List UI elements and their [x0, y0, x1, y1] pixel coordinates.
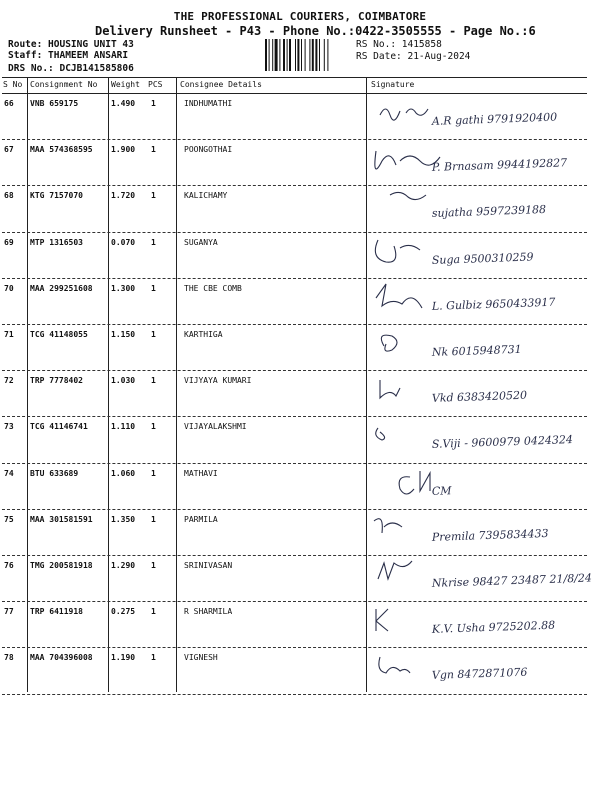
serial-number: 71	[4, 330, 14, 339]
table-row	[0, 99, 600, 145]
weight-value: 1.150	[111, 330, 136, 339]
signature-stroke	[375, 240, 420, 262]
row-separator	[2, 509, 587, 510]
barcode-bar	[265, 39, 267, 71]
row-separator	[2, 647, 587, 648]
handwritten-signature	[370, 234, 595, 284]
signature-stroke	[380, 380, 400, 398]
table-row	[0, 653, 600, 699]
rs-number: RS No.: 1415858	[356, 39, 442, 50]
barcode-bar	[275, 39, 278, 71]
pieces-count: 1	[151, 99, 156, 108]
row-separator	[2, 139, 587, 140]
consignee-name: VIJYAYA KUMARI	[184, 376, 252, 386]
handwritten-signature	[370, 465, 595, 515]
signature-stroke	[399, 471, 430, 494]
barcode	[265, 39, 350, 71]
pieces-count: 1	[151, 283, 156, 293]
serial-number: 72	[4, 376, 14, 386]
barcode-bar	[301, 39, 302, 71]
row-separator	[2, 463, 587, 464]
signature-text: Vgn 8472871076	[431, 665, 528, 683]
signature-text: P. Brnasam 9944192827	[431, 156, 568, 175]
weight-value: 1.300	[111, 283, 136, 293]
table-row	[0, 238, 600, 284]
consignee-name: INDHUMATHI	[184, 99, 233, 108]
barcode-bar	[289, 39, 291, 71]
serial-number: 76	[4, 561, 14, 570]
handwritten-signature	[370, 418, 595, 468]
pieces-count: 1	[151, 330, 156, 339]
serial-number: 75	[4, 514, 14, 524]
weight-value: 1.060	[111, 468, 136, 478]
signature-stroke	[376, 428, 385, 440]
weight-value: 1.350	[111, 514, 136, 524]
consignment-number: MAA 704396008	[30, 653, 93, 663]
barcode-bar	[269, 39, 270, 71]
serial-number: 73	[4, 422, 14, 432]
weight-value: 0.275	[111, 607, 136, 617]
serial-number: 74	[4, 468, 14, 478]
column-header-sno: S No	[3, 80, 23, 89]
table-row	[0, 607, 600, 653]
handwritten-signature	[370, 280, 595, 330]
barcode-bar	[327, 39, 328, 71]
table-row	[0, 284, 600, 330]
signature-stroke	[375, 151, 440, 169]
table-row	[0, 145, 600, 191]
table-row	[0, 191, 600, 237]
row-separator	[2, 324, 587, 325]
consignee-name: THE CBE COMB	[184, 283, 242, 293]
consignee-name: KALICHAMY	[184, 191, 228, 201]
weight-value: 1.190	[111, 653, 136, 663]
serial-number: 67	[4, 145, 14, 155]
serial-number: 77	[4, 607, 14, 617]
pieces-count: 1	[151, 561, 156, 570]
barcode-bar	[309, 39, 310, 71]
barcode-bar	[287, 39, 288, 71]
column-header-consignee: Consignee Details	[180, 80, 262, 89]
column-header-signature: Signature	[371, 80, 415, 89]
consignment-number: VNB 659175	[30, 99, 79, 108]
signature-text: A.R gathi 9791920400	[431, 110, 558, 128]
column-header-weight: Weight	[111, 80, 140, 89]
signature-stroke	[379, 657, 410, 673]
signature-stroke	[374, 519, 402, 533]
barcode-bar	[297, 39, 299, 71]
row-separator	[2, 601, 587, 602]
row-separator	[2, 694, 587, 695]
row-separator	[2, 185, 587, 186]
serial-number: 69	[4, 237, 14, 247]
row-separator	[2, 278, 587, 279]
consignment-number: MAA 301581591	[30, 514, 93, 524]
signature-text: CM	[431, 483, 452, 498]
signature-stroke	[376, 609, 388, 631]
row-separator	[2, 555, 587, 556]
page-title: THE PROFESSIONAL COURIERS, COIMBATORE	[173, 10, 427, 23]
handwritten-signature	[370, 141, 595, 191]
runsheet-subtitle: Delivery Runsheet - P43 - Phone No.:0422-3505555 - Page No.:6	[95, 24, 536, 38]
consignment-number: MTP 1316503	[30, 237, 83, 247]
consignment-number: TRP 6411918	[30, 607, 83, 617]
serial-number: 68	[4, 191, 14, 201]
handwritten-signature	[370, 649, 595, 699]
consignee-name: MATHAVI	[184, 468, 218, 478]
signature-stroke	[380, 109, 428, 120]
consignment-number: MAA 574368595	[30, 145, 93, 155]
signature-text: Nkrise 98427 23487 21/8/24	[431, 571, 593, 590]
weight-value: 1.110	[111, 422, 136, 432]
pieces-count: 1	[151, 653, 156, 663]
staff-label: Staff: THAMEEM ANSARI	[8, 50, 129, 61]
consignee-name: VIJAYALAKSHMI	[184, 422, 247, 432]
handwritten-signature	[370, 326, 595, 376]
pieces-count: 1	[151, 191, 156, 201]
drs-number: DRS No.: DCJB141585806	[8, 63, 134, 74]
barcode-bar	[272, 39, 273, 71]
barcode-bar	[295, 39, 296, 71]
handwritten-signature	[370, 603, 595, 653]
consignment-number: TRP 7778402	[30, 376, 83, 386]
consignment-number: TCG 41148055	[30, 330, 88, 339]
serial-number: 78	[4, 653, 14, 663]
table-row	[0, 469, 600, 515]
pieces-count: 1	[151, 237, 156, 247]
signature-stroke	[376, 284, 422, 308]
signature-text: Nk 6015948731	[431, 342, 522, 359]
consignee-name: POONGOTHAI	[184, 145, 233, 155]
consignee-name: R SHARMILA	[184, 607, 233, 617]
consignment-number: BTU 633689	[30, 468, 79, 478]
table-top-rule	[2, 77, 587, 78]
signature-text: K.V. Usha 9725202.88	[431, 618, 556, 637]
signature-stroke	[390, 193, 426, 200]
weight-value: 1.290	[111, 561, 136, 570]
signature-text: Vkd 6383420520	[431, 388, 528, 406]
consignee-name: PARMILA	[184, 514, 218, 524]
pieces-count: 1	[151, 468, 156, 478]
row-separator	[2, 416, 587, 417]
consignee-name: KARTHIGA	[184, 330, 223, 339]
signature-text: Suga 9500310259	[431, 249, 534, 267]
consignment-number: TCG 41146741	[30, 422, 88, 432]
weight-value: 0.070	[111, 237, 136, 247]
weight-value: 1.030	[111, 376, 136, 386]
handwritten-signature	[370, 372, 595, 422]
row-separator	[2, 370, 587, 371]
handwritten-signature	[370, 557, 595, 607]
signature-text: S.Viji - 9600979 0424324	[431, 433, 574, 452]
pieces-count: 1	[151, 422, 156, 432]
table-row	[0, 422, 600, 468]
consignee-name: VIGNESH	[184, 653, 218, 663]
handwritten-signature	[370, 187, 595, 237]
pieces-count: 1	[151, 607, 156, 617]
handwritten-signature	[370, 95, 595, 145]
signature-text: L. Gulbiz 9650433917	[431, 295, 556, 313]
consignment-number: MAA 299251608	[30, 283, 93, 293]
signature-stroke	[381, 335, 397, 351]
serial-number: 70	[4, 283, 14, 293]
consignee-name: SUGANYA	[184, 237, 218, 247]
serial-number: 66	[4, 99, 14, 108]
weight-value: 1.490	[111, 99, 136, 108]
weight-value: 1.720	[111, 191, 136, 201]
weight-value: 1.900	[111, 145, 136, 155]
barcode-bar	[319, 39, 320, 71]
barcode-bar	[305, 39, 306, 71]
pieces-count: 1	[151, 376, 156, 386]
signature-text: Premila 7395834433	[431, 526, 549, 544]
consignment-number: KTG 7157070	[30, 191, 83, 201]
table-row	[0, 515, 600, 561]
consignment-number: TMG 200581918	[30, 561, 93, 570]
table-row	[0, 330, 600, 376]
rs-date: RS Date: 21-Aug-2024	[356, 51, 471, 62]
barcode-bar	[283, 39, 285, 71]
column-header-pcs: PCS	[148, 80, 163, 89]
row-separator	[2, 232, 587, 233]
column-header-consignment: Consignment No	[30, 80, 98, 89]
handwritten-signature	[370, 511, 595, 561]
table-row	[0, 561, 600, 607]
signature-stroke	[378, 561, 412, 579]
consignee-name: SRINIVASAN	[184, 561, 233, 570]
barcode-bar	[279, 39, 280, 71]
barcode-bar	[315, 39, 317, 71]
pieces-count: 1	[151, 145, 156, 155]
barcode-bar	[324, 39, 325, 71]
signature-text: sujatha 9597239188	[431, 203, 547, 221]
table-header-rule	[2, 93, 587, 94]
route-label: Route: HOUSING UNIT 43	[8, 39, 134, 50]
barcode-bar	[312, 39, 314, 71]
pieces-count: 1	[151, 514, 156, 524]
table-row	[0, 376, 600, 422]
